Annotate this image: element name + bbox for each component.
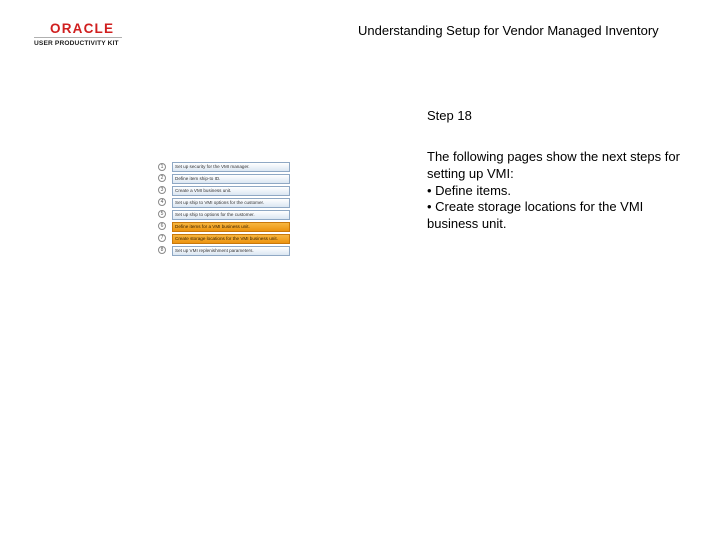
step-number-badge: 7 bbox=[158, 234, 166, 242]
diagram-step bbox=[158, 162, 290, 172]
step-number-badge: 6 bbox=[158, 222, 166, 230]
step-box: Set up security for the VMI manager. bbox=[172, 162, 290, 172]
logo-rule bbox=[34, 37, 122, 38]
step-number-badge: 3 bbox=[158, 186, 166, 194]
oracle-upk-logo bbox=[34, 22, 124, 48]
step-number-badge: 4 bbox=[158, 198, 166, 206]
diagram-step-active bbox=[158, 222, 290, 232]
diagram-step bbox=[158, 198, 290, 208]
step-number-badge: 8 bbox=[158, 246, 166, 254]
step-intro: The following pages show the next steps for setting up VMI: bbox=[427, 149, 680, 181]
step-box: Define item ship-to ID. bbox=[172, 174, 290, 184]
bullet-storage-locations: • Create storage locations for the VMI business unit. bbox=[427, 199, 697, 233]
step-number-badge: 1 bbox=[158, 163, 166, 171]
step-box: Create storage locations for the VMI business unit. bbox=[172, 234, 290, 244]
diagram-step bbox=[158, 174, 290, 184]
step-box: Set up ship to options for the customer. bbox=[172, 210, 290, 220]
step-number-badge: 2 bbox=[158, 174, 166, 182]
diagram-step bbox=[158, 186, 290, 196]
logo-brand: ORACLE bbox=[50, 21, 115, 36]
diagram-step bbox=[158, 246, 290, 256]
bullet-define-items: • Define items. bbox=[427, 183, 697, 200]
step-box: Define items for a VMI business unit. bbox=[172, 222, 290, 232]
step-number-badge: 5 bbox=[158, 210, 166, 218]
step-box: Create a VMI business unit. bbox=[172, 186, 290, 196]
step-title: Step 18 bbox=[427, 108, 472, 123]
diagram-step-active bbox=[158, 234, 290, 244]
setup-steps-diagram bbox=[158, 162, 290, 258]
step-description bbox=[427, 149, 697, 233]
diagram-step bbox=[158, 210, 290, 220]
step-box: Set up VMI replenishment parameters. bbox=[172, 246, 290, 256]
header-title: Understanding Setup for Vendor Managed Inventory bbox=[358, 23, 659, 38]
step-box: Set up ship to VMI options for the customer. bbox=[172, 198, 290, 208]
logo-tagline: USER PRODUCTIVITY KIT bbox=[34, 40, 119, 47]
